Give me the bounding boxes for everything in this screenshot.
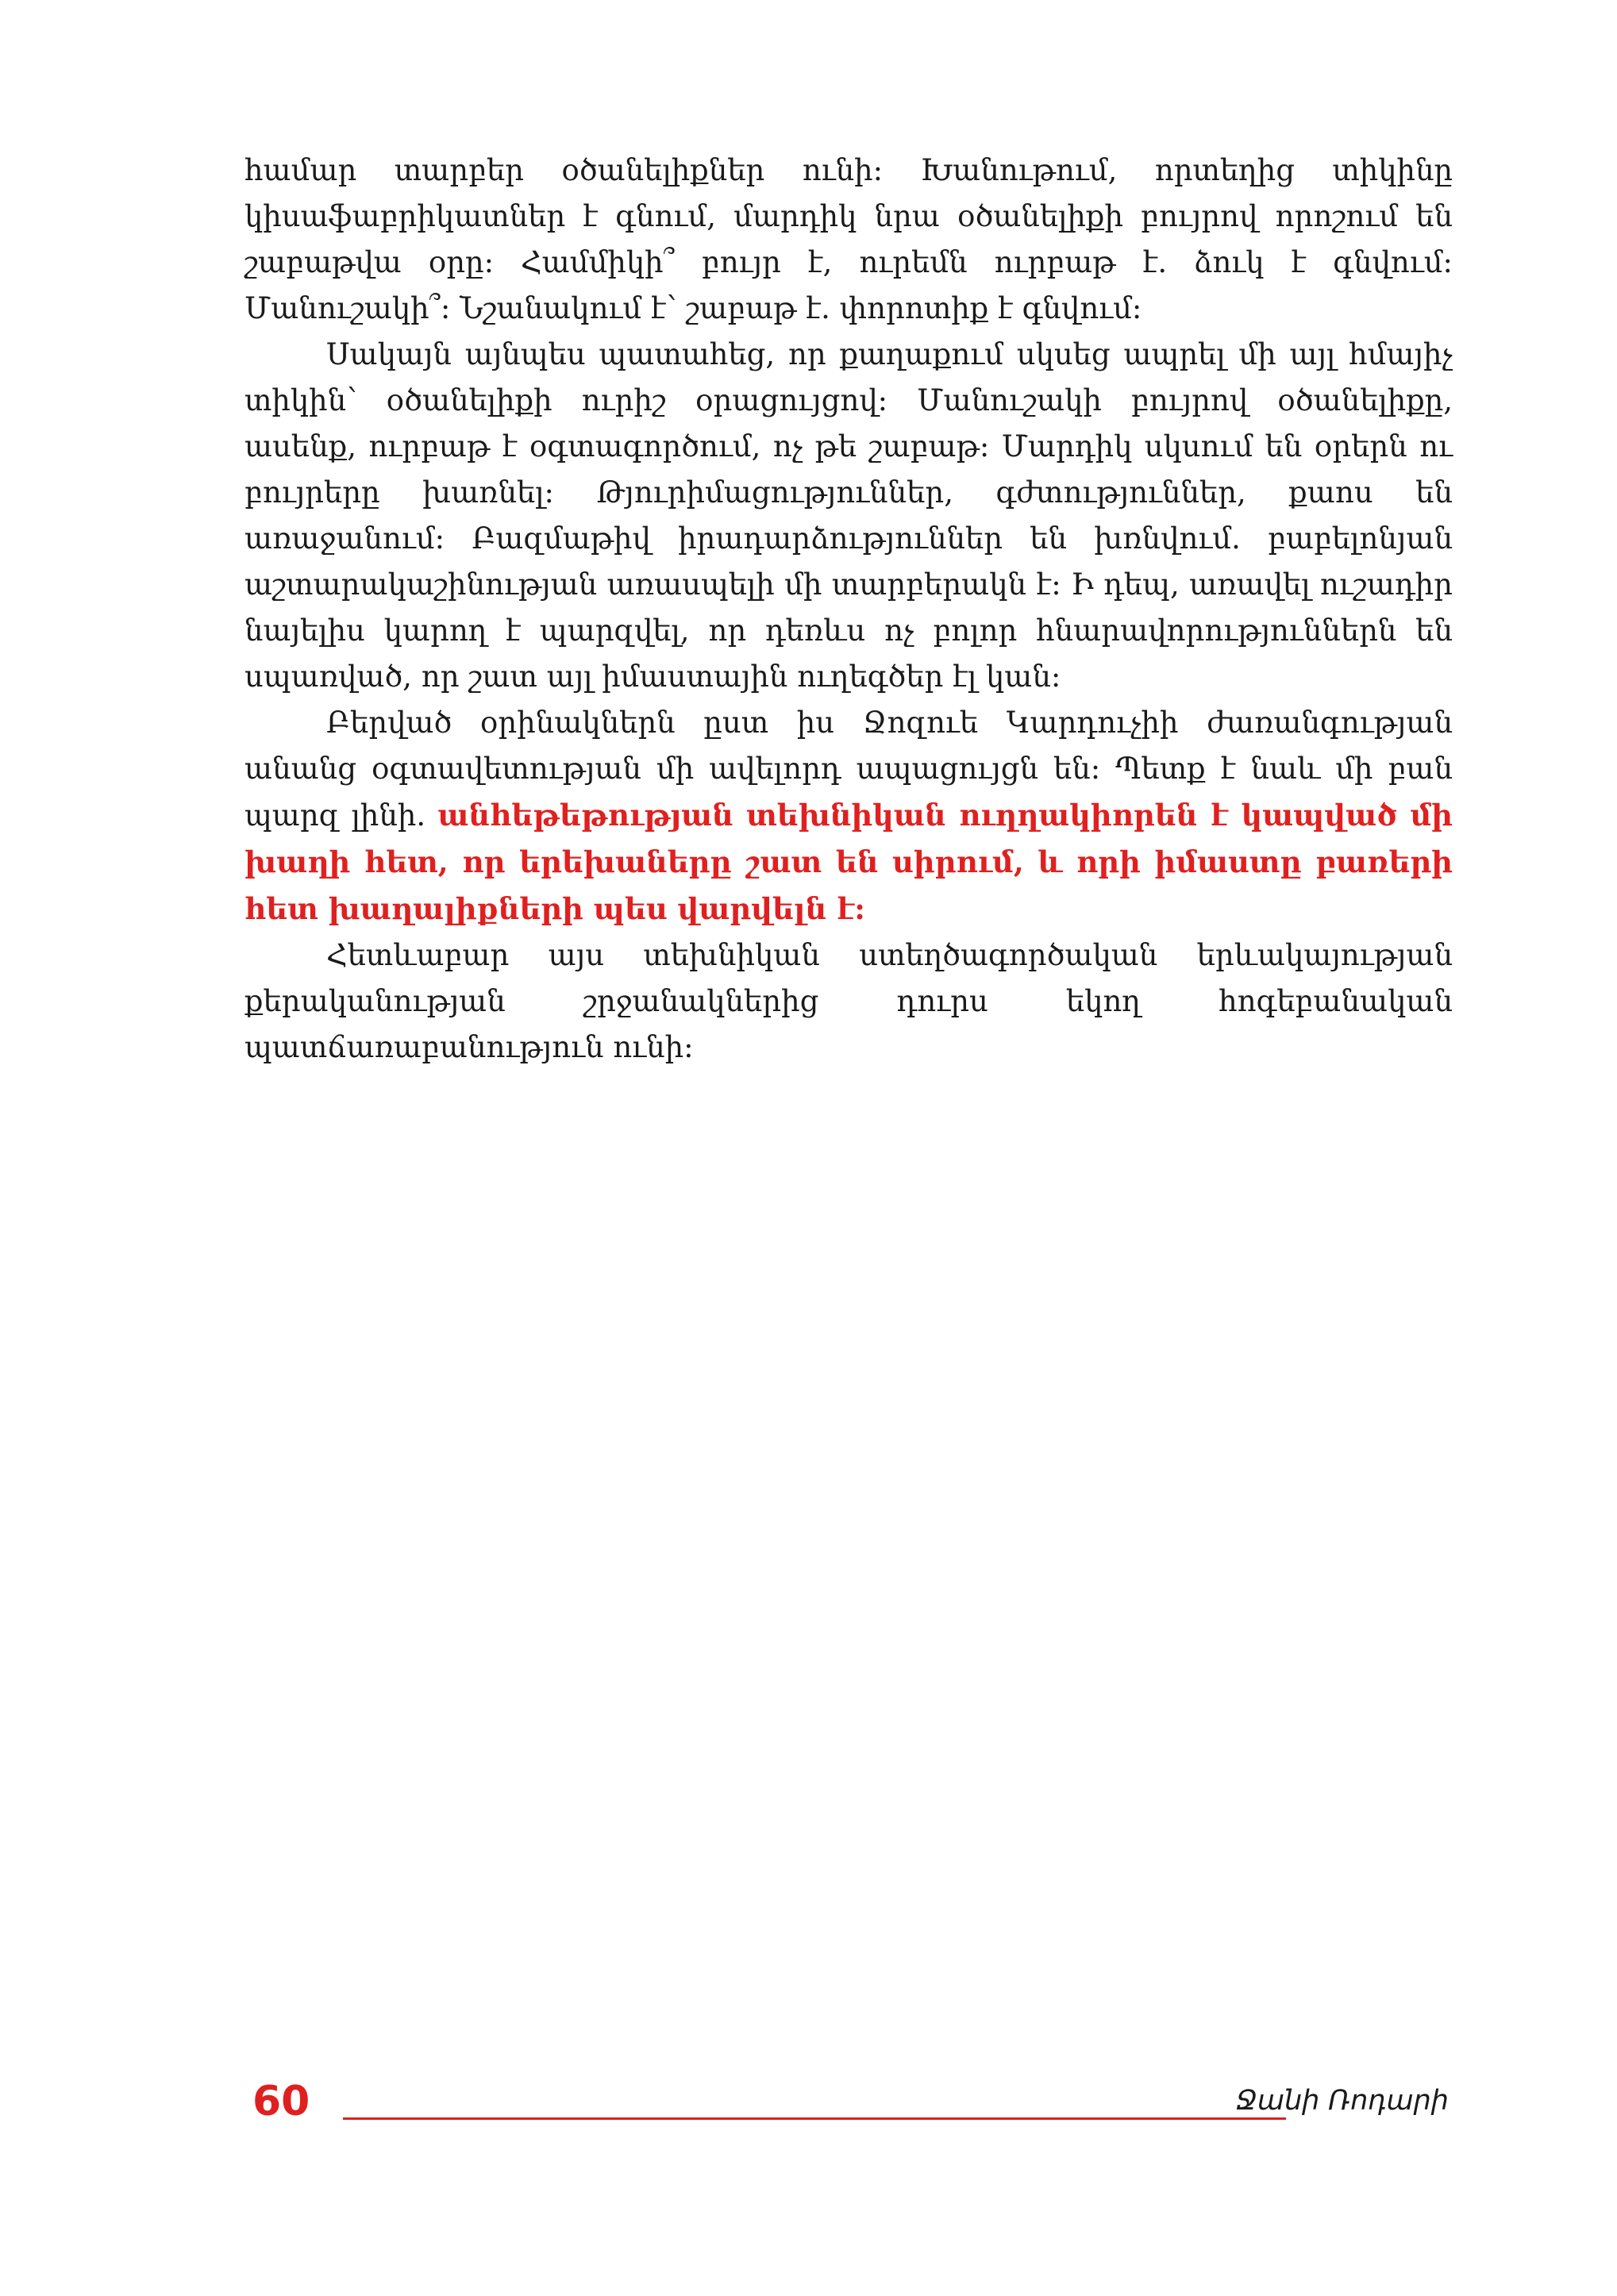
running-title: Ջանի Ռոդարի: [1235, 2085, 1449, 2117]
highlighted-text: անհեթեթության տեխնիկան ուղղակիորեն է կապված մի խաղի հետ, որ երեխաները շատ են սիրում, և որի իմաստը բառերի հետ խաղալիքների պես վարվելն է:: [244, 798, 1453, 926]
paragraph-3-text: Բերված օրինակներն ըստ իս Ջոզուե Կարդուչիի ժառանգության անանց օգտավետության մի ավելորդ ապացույցն են: Պետք է նաև մի բան պարզ լինի.: [244, 706, 1453, 833]
paragraph-1: համար տարբեր օծանելիքներ ունի: Խանութում, որտեղից տիկինը կիսաֆաբրիկատներ է գնում, մարդիկ նրա օծանելիքի բույրով որոշում են շաբաթվա օրը: Համմիկի՞ բույր է, ուրեմն ուրբաթ է. ձուկ է գնվում: Մանուշակի՞: Նշանակում է՝ շաբաթ է. փորոտիք է գնվում:: [244, 153, 1453, 325]
paragraph-2: Սակայն այնպես պատահեց, որ քաղաքում սկսեց ապրել մի այլ հմայիչ տիկին՝ օծանելիքի ուրիշ օրացույցով: Մանուշակի բույրով օծանելիքը, ասենք, ուրբաթ է օգտագործում, ոչ թե շաբաթ: Մարդիկ սկսում են օրերն ու բույրերը խառնել: Թյուրիմացություններ, գժտություններ, քաոս են առաջանում: Բազմաթիվ իրադարձություններ են խռնվում. բաբելոնյան աշտարակաշինության առասպելի մի տարբերակն է: Ի դեպ, առավել ուշադիր նայելիս կարող է պարզվել, որ դեռևս ոչ բոլոր հնարավորություններն են սպառված, որ շատ այլ իմաստային ուղեգծեր էլ կան:: [244, 337, 1453, 694]
page-number: 60: [252, 2078, 310, 2125]
footer-divider: [343, 2117, 1286, 2120]
paragraph-3: [244, 700, 1453, 933]
paragraph-4: Հետևաբար այս տեխնիկան ստեղծագործական երևակայության քերականության շրջանակներից դուրս եկող հոգեբանական պատճառաբանություն ունի:: [244, 938, 1453, 1064]
body-text: [244, 148, 1453, 1071]
